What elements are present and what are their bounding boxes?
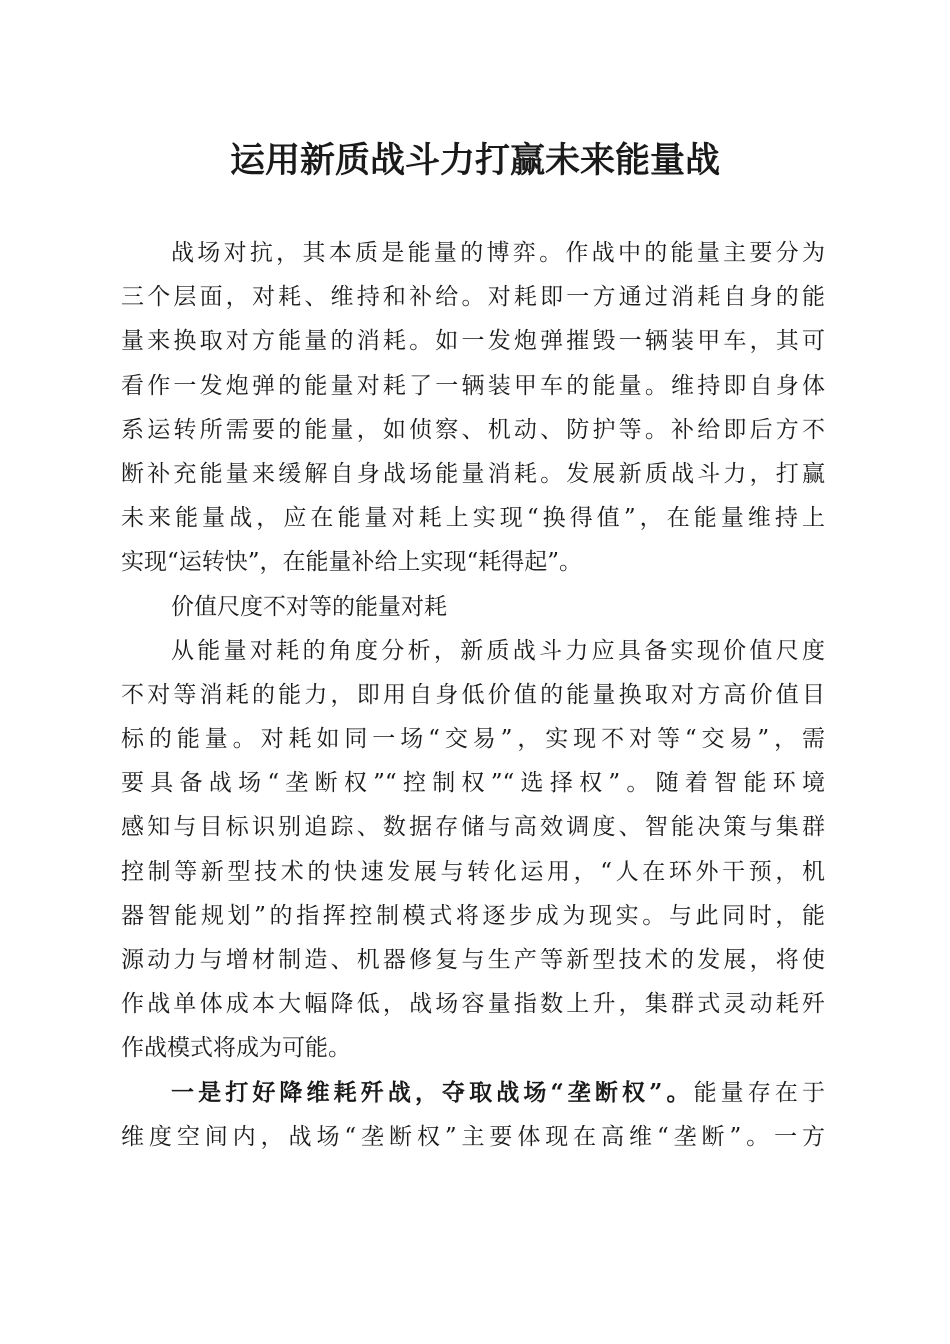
document-title: 运用新质战斗力打赢未来能量战	[229, 140, 720, 181]
paragraph-1-line-7: 未来能量战，应在能量对耗上实现“换得值”，在能量维持上	[121, 505, 825, 532]
paragraph-3-line-1: 从能量对耗的角度分析，新质战斗力应具备实现价值尺度	[171, 637, 825, 664]
paragraph-4-line-1	[121, 1071, 825, 1115]
paragraph-3-line-10: 作战模式将成为可能。	[121, 1035, 351, 1062]
paragraph-1-line-6: 断补充能量来缓解自身战场能量消耗。发展新质战斗力，打赢	[121, 460, 825, 487]
paragraph-3-line-4: 要具备战场“垄断权”“控制权”“选择权”。随着智能环境	[121, 770, 825, 797]
paragraph-3-line-2: 不对等消耗的能力，即用自身低价值的能量换取对方高价值目	[121, 681, 825, 708]
paragraph-3-line-5: 感知与目标识别追踪、数据存储与高效调度、智能决策与集群	[121, 814, 825, 841]
paragraph-1-line-4: 看作一发炮弹的能量对耗了一辆装甲车的能量。维持即自身体	[121, 372, 825, 399]
paragraph-1-line-2: 三个层面，对耗、维持和补给。对耗即一方通过消耗自身的能	[121, 284, 825, 311]
paragraph-3-line-7: 器智能规划”的指挥控制模式将逐步成为现实。与此同时，能	[121, 902, 825, 929]
paragraph-4-line-2: 维度空间内，战场“垄断权”主要体现在高维“垄断”。一方	[121, 1123, 825, 1150]
document-body	[121, 231, 825, 1159]
paragraph-3-line-9: 作战单体成本大幅降低，战场容量指数上升，集群式灵动耗歼	[121, 991, 825, 1018]
paragraph-1-line-5: 系运转所需要的能量，如侦察、机动、防护等。补给即后方不	[121, 416, 825, 443]
paragraph-4-lead-rest: 能量存在于	[693, 1079, 825, 1106]
paragraph-1-line-1: 战场对抗，其本质是能量的博弈。作战中的能量主要分为	[171, 240, 825, 266]
paragraph-3-line-8: 源动力与增材制造、机器修复与生产等新型技术的发展，将使	[121, 947, 825, 973]
paragraph-3-line-6: 控制等新型技术的快速发展与转化运用，“人在环外干预，机	[121, 858, 825, 885]
paragraph-1-line-8: 实现“运转快”，在能量补给上实现“耗得起”。	[121, 549, 583, 576]
paragraph-1-line-3: 量来换取对方能量的消耗。如一发炮弹摧毁一辆装甲车，其可	[121, 328, 825, 355]
paragraph-3-line-3: 标的能量。对耗如同一场“交易”，实现不对等“交易”，需	[121, 726, 825, 753]
section-heading: 价值尺度不对等的能量对耗	[171, 593, 447, 620]
paragraph-4-bold-lead: 一是打好降维耗歼战，夺取战场“垄断权”。	[171, 1078, 694, 1106]
